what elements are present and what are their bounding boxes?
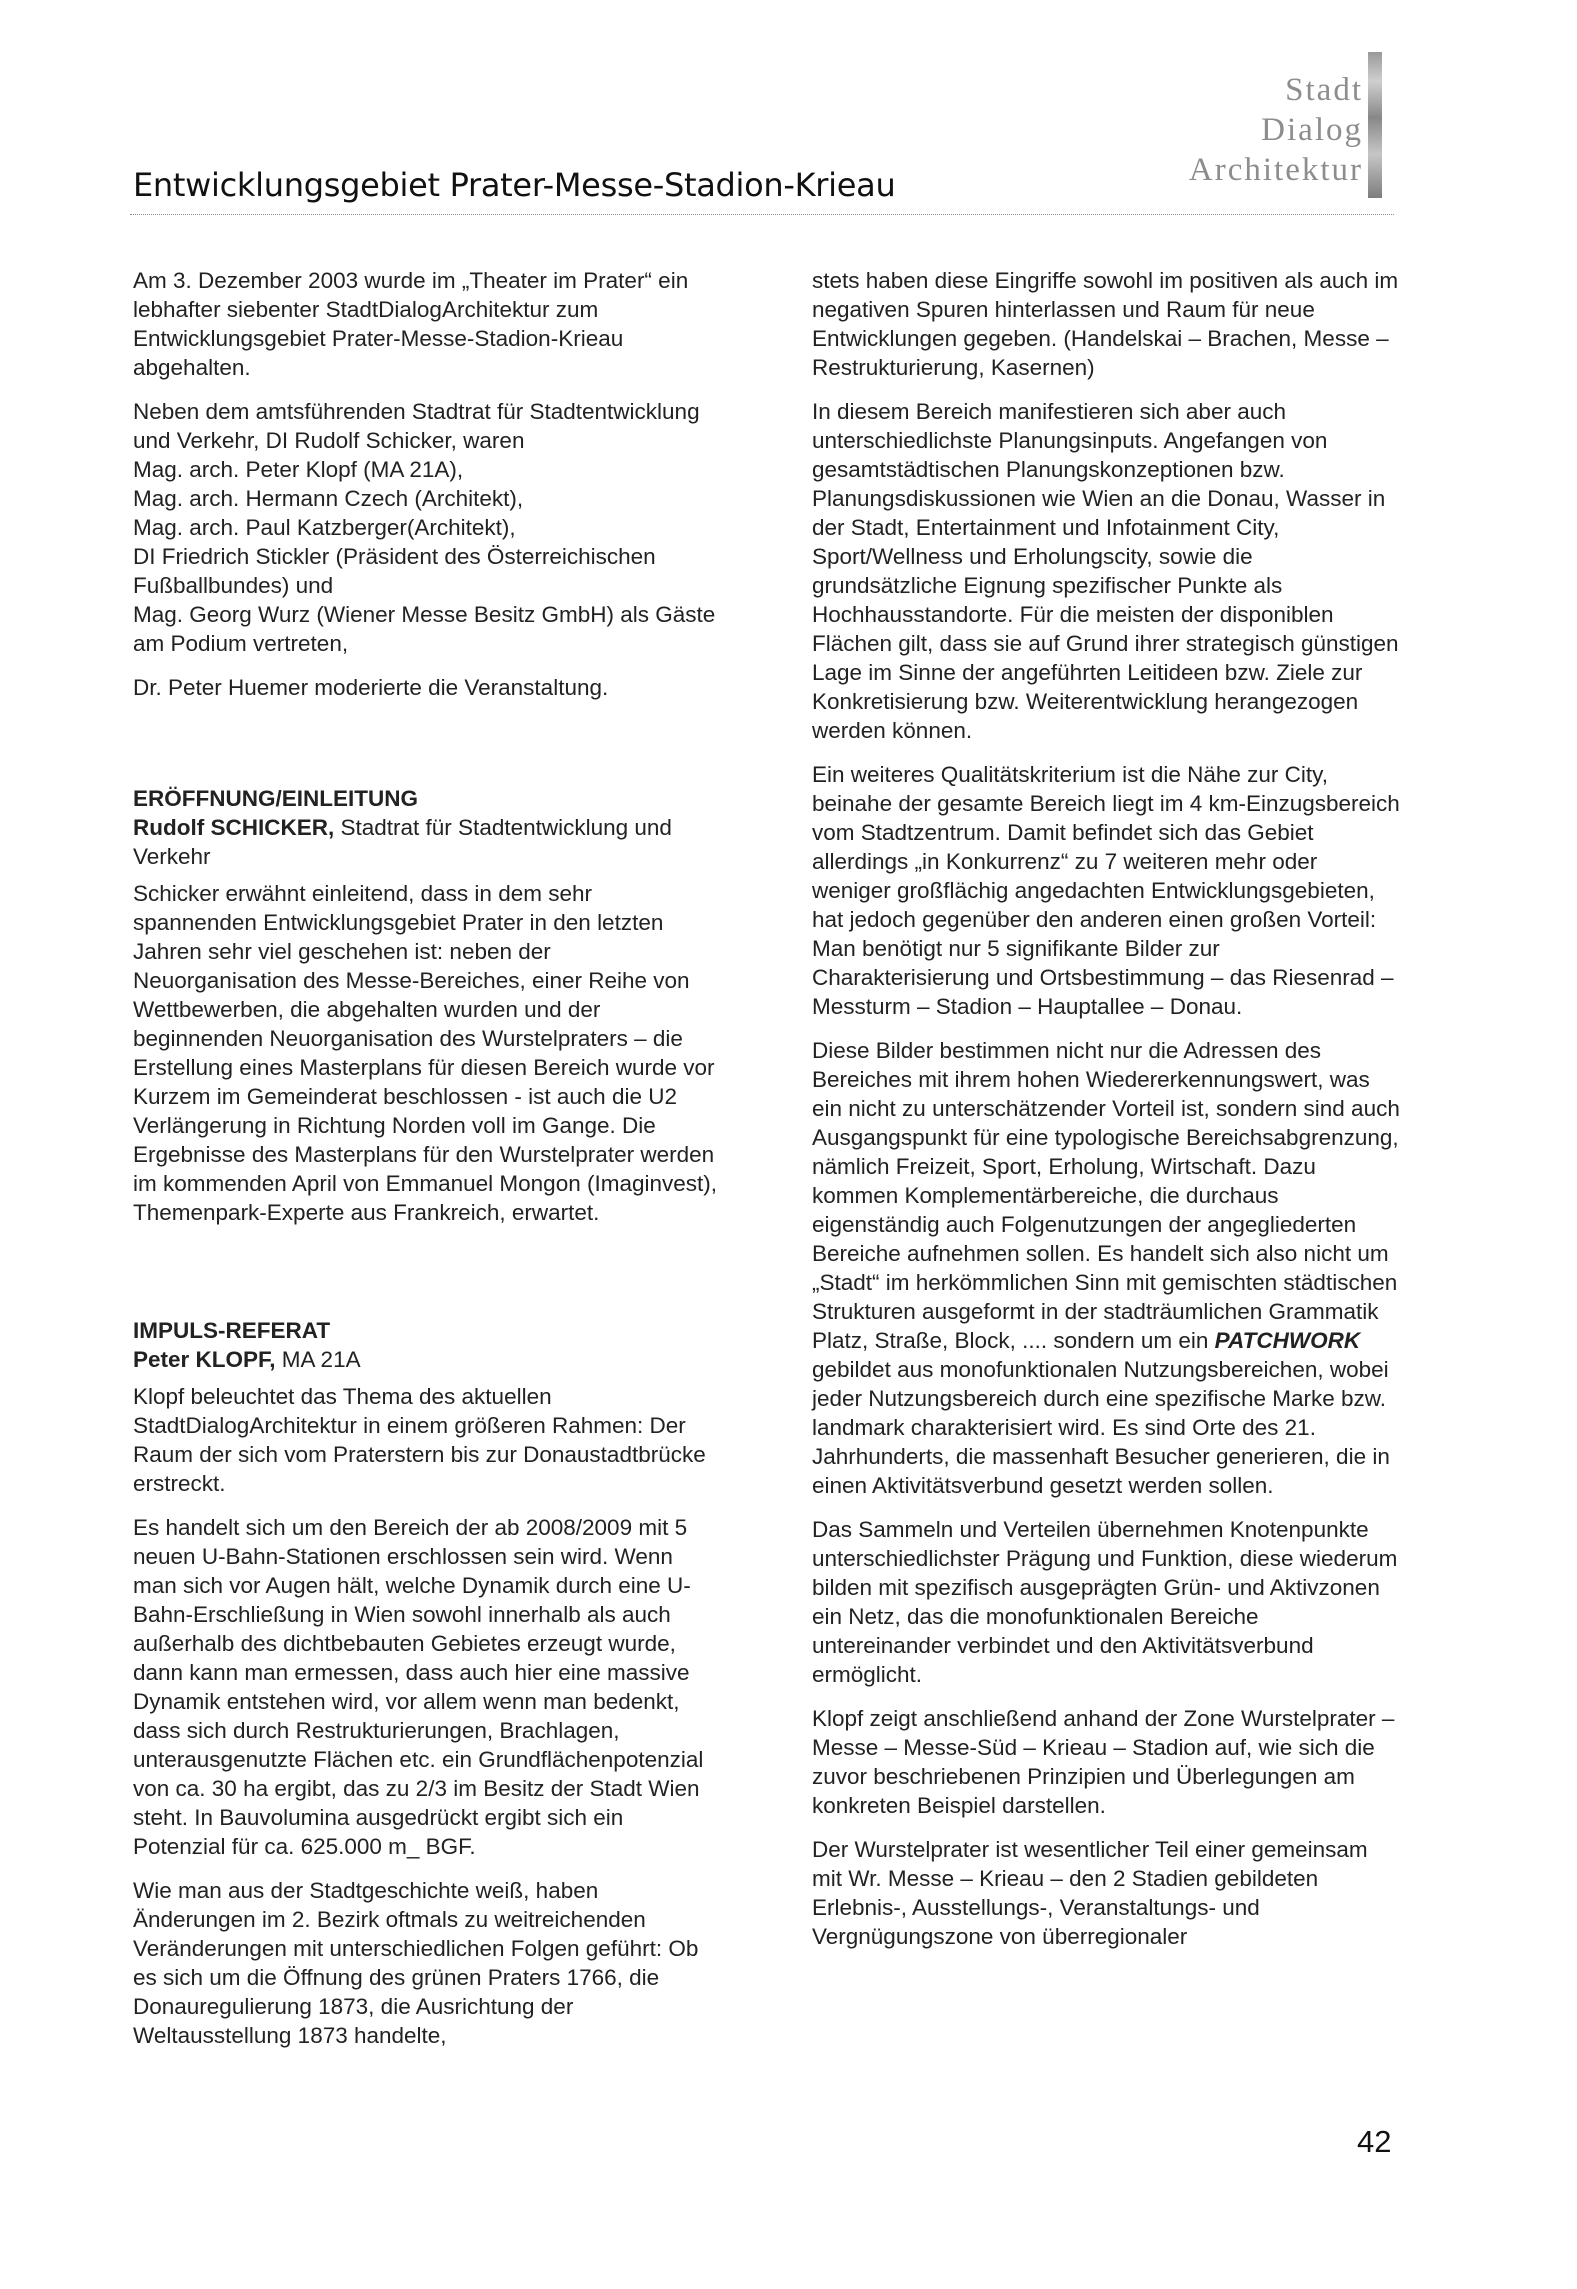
guest-item: Mag. arch. Hermann Czech (Architekt), <box>133 486 524 511</box>
body-paragraph: stets haben diese Eingriffe sowohl im positiven als auch im negativen Spuren hinterlassen und Raum für neue Entwicklungen gegeben. (Handelskai – Brachen, Messe – Restrukturierung, Kasernen) <box>812 268 1399 380</box>
section-title: ERÖFFNUNG/EINLEITUNG <box>133 786 418 811</box>
guest-item: DI Friedrich Stickler (Präsident des Österreichischen Fußballbundes) und <box>133 544 656 598</box>
body-paragraph: Wie man aus der Stadtgeschichte weiß, haben Änderungen im 2. Bezirk oftmals zu weitreichenden Veränderungen mit unterschiedlichen Folgen geführt: Ob es sich um die Öffnung des grünen Praters 1766, die Donauregulierung 1873, die Ausrichtung der Weltausstellung 1873 handelte, <box>133 1878 699 2048</box>
section-title: IMPULS-REFERAT <box>133 1318 331 1343</box>
body-paragraph: Es handelt sich um den Bereich der ab 2008/2009 mit 5 neuen U-Bahn-Stationen erschlossen sein wird. Wenn man sich vor Augen hält, welche Dynamik durch eine U-Bahn-Erschließung in Wien sowohl innerhalb als auch außerhalb des dichtbebauten Gebietes erzeugt wurde, dann kann man ermessen, dass auch hier eine massive Dynamik entstehen wird, vor allem wenn man bedenkt, dass sich durch Restrukturierungen, Brachlagen, unterausgenutzte Flächen etc. ein Grundflächenpotenzial von ca. 30 ha ergibt, das zu 2/3 im Besitz der Stadt Wien steht. In Bauvolumina ausgedrückt ergibt sich ein Potenzial für ca. 625.000 m_ BGF. <box>133 1515 704 1859</box>
logo-bar-icon <box>1368 52 1382 198</box>
logo-line-1: Stadt <box>1285 72 1363 108</box>
speaker-role: Stadtrat für Stadtentwicklung und Verkehr <box>133 815 672 869</box>
stadtdialog-logo <box>1189 70 1363 190</box>
body-paragraph: In diesem Bereich manifestieren sich aber auch unterschiedlichste Planungsinputs. Angefangen von gesamtstädtischen Planungskonzeptionen bzw. Planungsdiskussionen wie Wien an die Donau, Wasser in der Stadt, Entertainment und Infotainment City, Sport/Wellness und Erholungscity, sowie die grundsätzliche Eignung spezifischer Punkte als Hochhausstandorte. Für die meisten der disponiblen Flächen gilt, dass sie auf Grund ihrer strategisch günstigen Lage im Sinne der angeführten Leitideen bzw. Ziele zur Konkretisierung bzw. Weiterentwicklung herangezogen werden können. <box>812 399 1399 743</box>
moderator-paragraph: Dr. Peter Huemer moderierte die Veranstaltung. <box>133 675 609 700</box>
section-impulse-heading <box>133 1316 718 1374</box>
body-paragraph: Schicker erwähnt einleitend, dass in dem sehr spannenden Entwicklungsgebiet Prater in den letzten Jahren sehr viel geschehen ist: neben der Neuorganisation des Messe-Bereiches, einer Reihe von Wettbewerben, die abgehalten wurden und der beginnenden Neuorganisation des Wurstelpraters – die Erstellung eines Masterplans für diesen Bereich wurde vor Kurzem im Gemeinderat beschlossen - ist auch die U2 Verlängerung in Richtung Norden voll im Gange. Die Ergebnisse des Masterplans für den Wurstelprater werden im kommenden April von Emmanuel Mongon (Imaginvest), Themenpark-Experte aus Frankreich, erwartet. <box>133 881 718 1225</box>
right-column <box>812 266 1402 1966</box>
guest-intro: Neben dem amtsführenden Stadtrat für Stadtentwicklung und Verkehr, DI Rudolf Schicker, waren <box>133 399 700 453</box>
speaker-name: Peter KLOPF, <box>133 1347 276 1372</box>
body-paragraph: Ein weiteres Qualitätskriterium ist die Nähe zur City, beinahe der gesamte Bereich liegt im 4 km-Einzugsbereich vom Stadtzentrum. Damit befindet sich das Gebiet allerdings „in Konkurrenz“ zu 7 weiteren mehr oder weniger großflächig angedachten Entwicklungsgebieten, hat jedoch gegenüber den anderen einen großen Vorteil: Man benötigt nur 5 signifikante Bilder zur Charakterisierung und Ortsbestimmung – das Riesenrad – Messturm – Stadion – Hauptallee – Donau. <box>812 762 1400 1019</box>
text-run: Diese Bilder bestimmen nicht nur die Adressen des Bereiches mit ihrem hohen Wiedererkennungswert, was ein nicht zu unterschätzender Vorteil ist, sondern sind auch Ausgangspunkt für eine typologische Bereichsabgrenzung, nämlich Freizeit, Sport, Erholung, Wirtschaft. Dazu kommen Komplementärbereiche, die durchaus eigenständig auch Folgenutzungen der angegliederten Bereiche aufnehmen sollen. Es handelt sich also nicht um „Stadt“ im herkömmlichen Sinn mit gemischten städtischen Strukturen ausgeformt in der stadträumlichen Grammatik Platz, Straße, Block, .... sondern um ein <box>812 1038 1400 1353</box>
page-number: 42 <box>1357 2124 1392 2159</box>
intro-paragraph: Am 3. Dezember 2003 wurde im „Theater im Prater“ ein lebhafter siebenter StadtDialogArchitektur zum Entwicklungsgebiet Prater-Messe-Stadion-Krieau abgehalten. <box>133 268 689 380</box>
logo-line-3: Architektur <box>1188 152 1363 188</box>
section-opening-heading <box>133 784 718 871</box>
body-paragraph: Klopf zeigt anschließend anhand der Zone Wurstelprater – Messe – Messe-Süd – Krieau – Stadion auf, wie sich die zuvor beschriebenen Prinzipien und Überlegungen am konkreten Beispiel darstellen. <box>812 1706 1395 1818</box>
body-paragraph: Klopf beleuchtet das Thema des aktuellen StadtDialogArchitektur in einem größeren Rahmen: Der Raum der sich vom Praterstern bis zur Donaustadtbrücke erstreckt. <box>133 1384 706 1496</box>
logo-line-2: Dialog <box>1261 112 1363 148</box>
header-divider <box>130 214 1394 215</box>
guest-item: Mag. arch. Peter Klopf (MA 21A), <box>133 457 464 482</box>
body-paragraph: Das Sammeln und Verteilen übernehmen Knotenpunkte unterschiedlichster Prägung und Funktion, diese wiederum bilden mit spezifisch ausgeprägten Grün- und Aktivzonen ein Netz, das die monofunktionalen Bereiche untereinander verbindet und den Aktivitätsverbund ermöglicht. <box>812 1517 1398 1687</box>
left-column <box>133 266 718 2065</box>
guest-list <box>133 397 718 658</box>
patchwork-emphasis: PATCHWORK <box>1214 1328 1361 1353</box>
patchwork-paragraph <box>812 1036 1402 1500</box>
speaker-name: Rudolf SCHICKER, <box>133 815 335 840</box>
body-paragraph: Der Wurstelprater ist wesentlicher Teil einer gemeinsam mit Wr. Messe – Krieau – den 2 Stadien gebildeten Erlebnis-, Ausstellungs-, Veranstaltungs- und Vergnügungszone von überregionaler <box>812 1837 1368 1949</box>
text-run: gebildet aus monofunktionalen Nutzungsbereichen, wobei jeder Nutzungsbereich durch eine spezifische Marke bzw. landmark charakterisiert wird. Es sind Orte des 21. Jahrhunderts, die massenhaft Besucher generieren, die in einen Aktivitätsverbund gesetzt werden sollen. <box>812 1357 1390 1498</box>
guest-item: Mag. Georg Wurz (Wiener Messe Besitz GmbH) als Gäste am Podium vertreten, <box>133 602 716 656</box>
guest-item: Mag. arch. Paul Katzberger(Architekt), <box>133 515 516 540</box>
document-title: Entwicklungsgebiet Prater-Messe-Stadion-Krieau <box>133 166 896 204</box>
speaker-role: MA 21A <box>275 1347 361 1372</box>
